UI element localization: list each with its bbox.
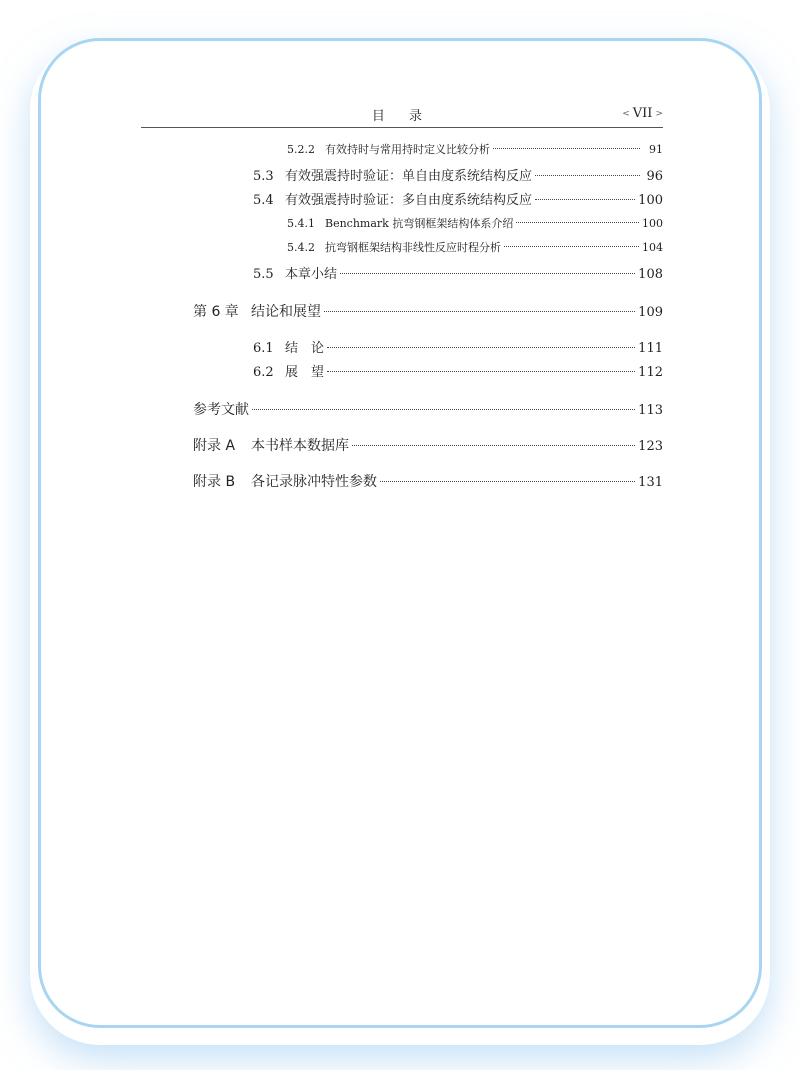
toc-entry-page: 96: [646, 169, 663, 184]
toc-entry-page: 113: [638, 403, 663, 418]
toc-entry-number: 附录 A: [193, 438, 236, 454]
dotted-leader: [324, 311, 635, 312]
dotted-leader: [380, 481, 635, 482]
toc-entry-page: 104: [642, 241, 663, 254]
dotted-leader: [327, 347, 635, 348]
toc-entry-page: 123: [638, 439, 663, 454]
dotted-leader: [516, 222, 639, 223]
toc-entry-page: 111: [638, 341, 663, 356]
toc-entry-chapter-6[interactable]: [193, 301, 663, 321]
toc-entry-number: 6.1: [253, 341, 274, 356]
toc-entry-5-3[interactable]: [253, 165, 663, 184]
toc-entry-title: 本章小结: [285, 267, 338, 282]
toc-entry-number: 6.2: [253, 365, 274, 380]
running-header: [141, 103, 663, 128]
toc-entry-6-2[interactable]: [253, 361, 663, 380]
toc-entry-title: 有效持时与常用持时定义比较分析: [325, 143, 490, 156]
toc-entry-title: 结 论: [285, 341, 325, 356]
toc-entry-page: 100: [642, 217, 663, 230]
dotted-leader: [535, 199, 635, 200]
header-title: 目 录: [371, 109, 433, 124]
dotted-leader: [252, 409, 635, 410]
toc-entry-appendix-a[interactable]: [193, 435, 663, 455]
toc-entry-number: 附录 B: [193, 474, 236, 490]
chevron-left-icon: <: [622, 108, 630, 119]
header-page-number: [622, 106, 663, 121]
dotted-leader: [327, 371, 635, 372]
page-number: VII: [632, 106, 653, 121]
toc-entry-5-2-2[interactable]: [287, 141, 663, 157]
toc-entry-number: 5.2.2: [287, 143, 315, 156]
toc-entry-page: 112: [638, 365, 663, 380]
toc-entry-number: 5.4.1: [287, 217, 315, 230]
chevron-right-icon: >: [655, 108, 663, 119]
dotted-leader: [504, 246, 639, 247]
toc-entry-title: 结论和展望: [251, 304, 321, 320]
toc-entry-number: 5.4: [253, 193, 274, 208]
toc-entry-number: 第 6 章: [193, 304, 239, 320]
toc-entry-references[interactable]: [193, 399, 663, 419]
toc-entry-title: Benchmark 抗弯钢框架结构体系介绍: [325, 217, 514, 230]
toc-entry-title: 有效强震持时验证：单自由度系统结构反应: [285, 169, 533, 184]
toc-entry-title: 抗弯钢框架结构非线性反应时程分析: [325, 241, 501, 254]
toc-entry-5-4-2[interactable]: [287, 239, 663, 255]
toc-entry-page: 108: [638, 267, 663, 282]
dotted-leader: [535, 175, 640, 176]
toc-entry-6-1[interactable]: [253, 337, 663, 356]
document-card: [38, 38, 762, 1028]
toc-entry-title: 展 望: [285, 365, 325, 380]
toc-entry-number: 5.4.2: [287, 241, 315, 254]
toc-entry-title: 参考文献: [193, 402, 249, 418]
toc-entry-page: 109: [638, 305, 663, 320]
toc-entry-appendix-b[interactable]: [193, 471, 663, 491]
toc-entry-5-5[interactable]: [253, 263, 663, 282]
toc-entry-number: 5.5: [253, 267, 274, 282]
toc-entry-title: 有效强震持时验证：多自由度系统结构反应: [285, 193, 533, 208]
toc-entry-page: 100: [638, 193, 663, 208]
dotted-leader: [493, 148, 640, 149]
toc-entry-title: 本书样本数据库: [251, 438, 349, 454]
dotted-leader: [352, 445, 635, 446]
toc-entry-title: 各记录脉冲特性参数: [251, 474, 377, 490]
toc-entry-page: 131: [638, 475, 663, 490]
toc-entry-5-4-1[interactable]: [287, 215, 663, 231]
dotted-leader: [340, 273, 635, 274]
toc-entry-number: 5.3: [253, 169, 274, 184]
toc-entry-page: 91: [649, 143, 663, 156]
toc-entry-5-4[interactable]: [253, 189, 663, 208]
